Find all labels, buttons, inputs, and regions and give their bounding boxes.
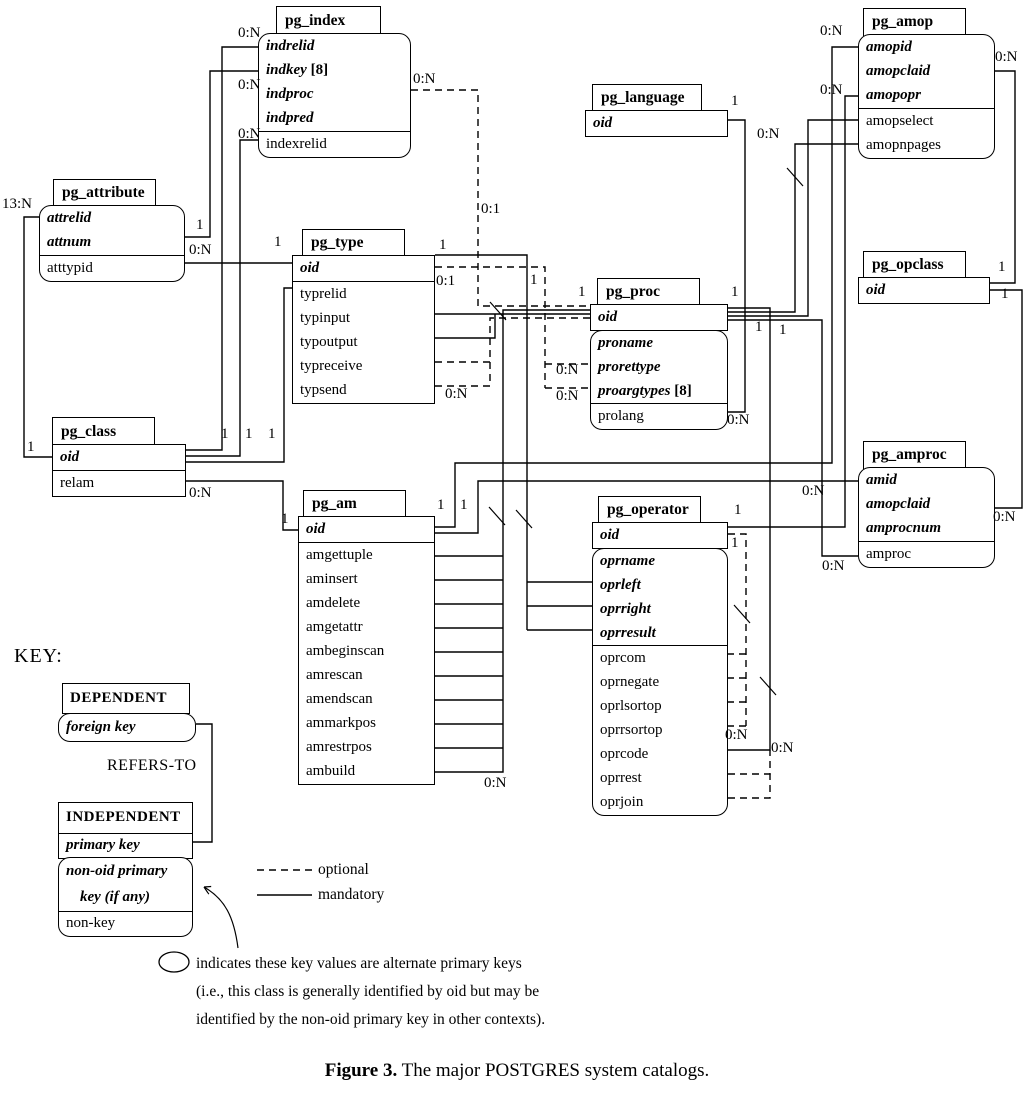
field-typrelid: typrelid (300, 285, 347, 302)
connector-34-solid (728, 144, 858, 312)
entity-pg_am-section-1 (298, 542, 435, 785)
legend-mandatory-label: mandatory (318, 886, 385, 903)
connector-38-solid (728, 308, 770, 750)
key-independent-section-1 (58, 833, 193, 859)
entity-tab-pg_class: pg_class (52, 417, 155, 446)
multiplicity-label-1: 1 (27, 439, 35, 455)
multiplicity-label-1: 1 (731, 284, 739, 300)
field-amrestrpos: amrestrpos (306, 738, 372, 755)
field-independent: INDEPENDENT (66, 809, 181, 825)
entity-pg_proc-section-1 (590, 330, 728, 405)
connector-19-solid (728, 120, 745, 412)
field-oprleft: oprleft (600, 576, 641, 593)
multiplicity-label-1: 1 (779, 322, 787, 338)
field-amproc: amproc (866, 545, 911, 562)
field-suffix: [8] (306, 62, 329, 78)
multiplicity-label-1: 1 (734, 502, 742, 518)
field-atttypid: atttypid (47, 259, 93, 276)
multiplicity-label-0-N: 0:N (757, 126, 780, 142)
entity-tab-pg_am: pg_am (303, 490, 406, 518)
multiplicity-label-1: 1 (274, 234, 282, 250)
field-oprcode: oprcode (600, 746, 649, 762)
figure-caption-number: Figure 3. (324, 1060, 398, 1081)
multiplicity-label-0-N: 0:N (189, 242, 212, 258)
field-typoutput: typoutput (300, 333, 358, 350)
field-indpred: indpred (266, 110, 314, 126)
field-amopid: amopid (866, 39, 912, 55)
connector-40-dashed (728, 774, 770, 798)
alternate-key-ellipse-icon (159, 952, 189, 972)
entity-pg_amproc-section-1 (858, 541, 995, 568)
entity-pg_operator-section-2 (592, 645, 728, 816)
entity-pg_operator-section-0 (592, 522, 728, 549)
field-oprright: oprright (600, 600, 651, 617)
connector-15-solid (435, 314, 495, 338)
field-amprocnum: amprocnum (866, 520, 942, 536)
field-amopselect: amopselect (866, 112, 934, 129)
field-prolang: prolang (598, 408, 644, 424)
legend-optional-label: optional (318, 861, 369, 878)
key-dependent-section-1 (58, 713, 196, 742)
refers-to-label: REFERS-TO (107, 757, 197, 774)
field-ambeginscan: ambeginscan (306, 642, 385, 659)
entity-tab-pg_proc: pg_proc (597, 278, 700, 306)
entity-pg_attribute-section-1 (39, 255, 185, 282)
connector-4-solid (186, 288, 292, 462)
multiplicity-label-1: 1 (460, 497, 468, 513)
field-oprjoin: oprjoin (600, 794, 644, 810)
entity-tab-pg_amproc: pg_amproc (863, 441, 966, 469)
field-typreceive: typreceive (300, 357, 363, 374)
field-relam: relam (60, 474, 95, 491)
key-dependent-section-0 (62, 683, 190, 714)
field-attrelid: attrelid (47, 210, 92, 226)
field-oid: oid (306, 521, 326, 537)
field-oid: oid (60, 449, 80, 465)
entity-pg_attribute-section-0 (39, 205, 185, 256)
field-oprrsortop: oprrsortop (600, 722, 663, 738)
multiplicity-label-1: 1 (731, 93, 739, 109)
field-ambuild: ambuild (306, 762, 356, 779)
multiplicity-label-0-N: 0:N (238, 25, 261, 41)
multiplicity-label-0-N: 0:N (822, 558, 845, 574)
multiplicity-label-13-N: 13:N (2, 196, 32, 212)
field-attnum: attnum (47, 234, 92, 250)
entity-tab-pg_type: pg_type (302, 229, 405, 257)
multiplicity-label-1: 1 (437, 497, 445, 513)
multiplicity-label-0-N: 0:N (413, 71, 436, 87)
figure-caption (0, 1060, 1034, 1082)
key-independent-section-2 (58, 857, 193, 912)
entity-tab-pg_language: pg_language (592, 84, 702, 112)
connector-41-dashed (728, 534, 746, 726)
field-indkey: indkey [8] (266, 62, 329, 78)
field-oprnegate: oprnegate (600, 674, 660, 690)
field-non-key: non-key (66, 914, 116, 931)
field-prorettype: prorettype (598, 358, 661, 375)
connector-16-dashed (435, 318, 590, 362)
field-aminsert: aminsert (306, 570, 358, 587)
connector-39-dashed (728, 750, 770, 774)
field-typinput: typinput (300, 309, 351, 326)
multiplicity-label-0-1: 0:1 (481, 201, 501, 217)
entity-pg_proc-section-0 (590, 304, 728, 331)
field-proname: proname (598, 334, 654, 351)
field-amdelete: amdelete (306, 594, 361, 611)
alternate-key-arrow (204, 887, 238, 948)
connector-33-solid (728, 120, 858, 316)
entity-pg_opclass-section-0 (858, 277, 990, 304)
multiplicity-label-0-N: 0:N (238, 77, 261, 93)
field-amopnpages: amopnpages (866, 136, 941, 153)
field-oprname: oprname (600, 552, 656, 569)
field-amgettuple: amgettuple (306, 546, 373, 563)
field-dependent: DEPENDENT (70, 690, 168, 706)
field-non-oid-primary: non-oid primary (66, 863, 168, 879)
multiplicity-label-1: 1 (281, 511, 289, 527)
connector-36-solid (990, 290, 1022, 508)
key-independent-section-3 (58, 911, 193, 937)
multiplicity-label-0-N: 0:N (484, 775, 507, 791)
slash-mark (760, 677, 776, 695)
multiplicity-label-1: 1 (998, 259, 1006, 275)
field-amendscan: amendscan (306, 690, 373, 707)
connector-20-solid (435, 310, 590, 772)
multiplicity-label-0-N: 0:N (820, 82, 843, 98)
multiplicity-label-1: 1 (196, 217, 204, 233)
figure-caption-text: The major POSTGRES system catalogs. (397, 1060, 710, 1081)
multiplicity-label-0-N: 0:N (725, 727, 748, 743)
multiplicity-label-1: 1 (731, 535, 739, 551)
entity-pg_class-section-1 (52, 470, 186, 497)
connector-37-solid (728, 320, 858, 556)
connector-7-solid (435, 255, 527, 630)
note-line-3: identified by the non-oid primary key in other contexts). (196, 1011, 546, 1028)
entity-pg_amproc-section-0 (858, 467, 995, 542)
entity-pg_language-section-0 (585, 110, 728, 137)
note-line-1: indicates these key values are alternate primary keys (196, 955, 522, 972)
field-typsend: typsend (300, 381, 347, 398)
entity-pg_index-section-0 (258, 33, 411, 132)
field-proargtypes: proargtypes [8] (598, 382, 692, 399)
entity-tab-pg_opclass: pg_opclass (863, 251, 966, 279)
field-primary-key: primary key (66, 836, 140, 853)
multiplicity-label-1: 1 (268, 426, 276, 442)
multiplicity-label-1: 1 (245, 426, 253, 442)
entity-pg_amop-section-1 (858, 108, 995, 159)
field-amrescan: amrescan (306, 666, 363, 683)
field-amid: amid (866, 472, 897, 488)
entity-tab-pg_operator: pg_operator (598, 496, 701, 524)
multiplicity-label-1: 1 (439, 237, 447, 253)
field-amgetattr: amgetattr (306, 618, 363, 635)
multiplicity-label-0-N: 0:N (445, 386, 468, 402)
field-indexrelid: indexrelid (266, 135, 327, 152)
multiplicity-label-0-N: 0:N (556, 362, 579, 378)
multiplicity-label-0-N: 0:N (802, 483, 825, 499)
field-oid: oid (600, 527, 620, 543)
multiplicity-label-0-N: 0:N (993, 509, 1016, 525)
multiplicity-label-1: 1 (1001, 286, 1009, 302)
field-oprcom: oprcom (600, 650, 646, 666)
slash-mark (516, 510, 532, 528)
entity-tab-pg_attribute: pg_attribute (53, 179, 156, 207)
entity-pg_type-section-1 (292, 281, 435, 404)
slash-mark (734, 605, 750, 623)
field-suffix: [8] (670, 382, 692, 399)
key-title: KEY: (14, 645, 63, 667)
multiplicity-label-0-N: 0:N (820, 23, 843, 39)
field-oid: oid (866, 282, 886, 298)
entity-pg_proc-section-2 (590, 403, 728, 430)
multiplicity-label-0-N: 0:N (189, 485, 212, 501)
multiplicity-label-1: 1 (578, 284, 586, 300)
field-amopclaid: amopclaid (866, 496, 931, 512)
field-key-if-any-: key (if any) (80, 889, 150, 905)
field-oprlsortop: oprlsortop (600, 698, 662, 714)
field-indproc: indproc (266, 86, 314, 102)
multiplicity-label-1: 1 (221, 426, 229, 442)
entity-tab-pg_amop: pg_amop (863, 8, 966, 36)
field-oprresult: oprresult (600, 624, 656, 641)
multiplicity-label-0-N: 0:N (556, 388, 579, 404)
multiplicity-label-1: 1 (755, 319, 763, 335)
entity-tab-pg_index: pg_index (276, 6, 381, 35)
note-line-2: (i.e., this class is generally identified by oid but may be (196, 983, 540, 1000)
alternate-key-note (196, 950, 545, 1034)
entity-pg_am-section-0 (298, 516, 435, 543)
multiplicity-label-0-1: 0:1 (436, 273, 456, 289)
key-independent-section-0 (58, 802, 193, 834)
field-oprrest: oprrest (600, 770, 642, 786)
multiplicity-label-0-N: 0:N (995, 49, 1018, 65)
field-oid: oid (598, 309, 618, 325)
field-ammarkpos: ammarkpos (306, 714, 376, 731)
connector-17-dashed (435, 362, 490, 386)
entity-pg_operator-section-1 (592, 548, 728, 647)
field-oid: oid (593, 115, 613, 131)
multiplicity-label-1: 1 (530, 272, 538, 288)
field-indrelid: indrelid (266, 38, 315, 54)
entity-pg_class-section-0 (52, 444, 186, 471)
field-amopopr: amopopr (866, 87, 922, 103)
entity-pg_index-section-1 (258, 131, 411, 158)
field-foreign-key: foreign key (66, 718, 136, 735)
entity-pg_amop-section-0 (858, 34, 995, 109)
multiplicity-label-0-N: 0:N (238, 126, 261, 142)
connector-46-solid (193, 724, 212, 842)
multiplicity-label-0-N: 0:N (771, 740, 794, 756)
entity-pg_type-section-0 (292, 255, 435, 282)
field-oid: oid (300, 260, 320, 276)
field-amopclaid: amopclaid (866, 63, 931, 79)
multiplicity-label-0-N: 0:N (727, 412, 750, 428)
